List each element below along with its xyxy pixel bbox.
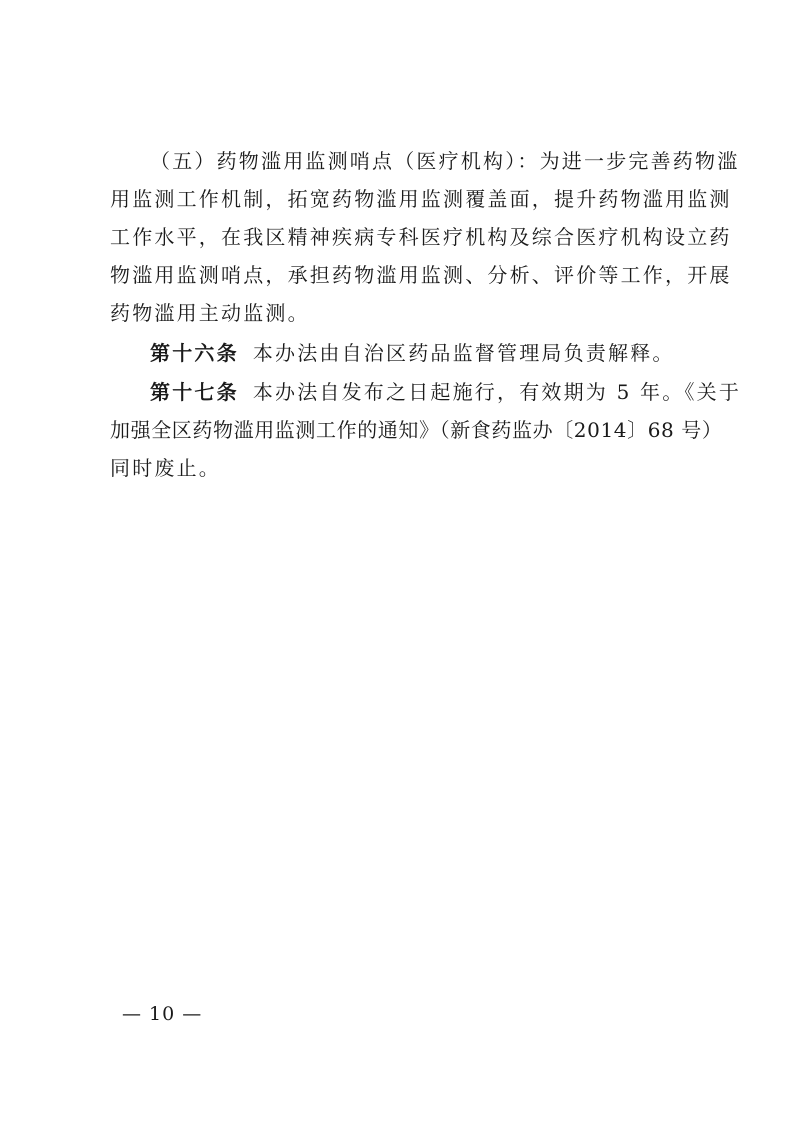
article-17-line-3: 同时废止。 [110, 456, 221, 480]
article-17-text-1: 本办法自发布之日起施行，有效期为 5 年。《关于 [252, 380, 742, 404]
article-17-line-1 [150, 379, 742, 405]
article-17-line-2: 加强全区药物滥用监测工作的通知》（新食药监办〔2014〕68 号） [110, 418, 723, 442]
paragraph-5-line-5: 药物滥用主动监测。 [110, 301, 310, 325]
page-number: — 10 — [122, 1003, 203, 1025]
article-16 [150, 340, 700, 366]
paragraph-5-line-4: 物滥用监测哨点，承担药物滥用监测、分析、评价等工作，开展 [110, 263, 732, 287]
paragraph-5-line-2: 用监测工作机制，拓宽药物滥用监测覆盖面，提升药物滥用监测 [110, 187, 732, 211]
article-16-text: 本办法由自治区药品监督管理局负责解释。 [252, 341, 675, 365]
article-17-label: 第十七条 [150, 380, 239, 404]
paragraph-5-line-1: （五）药物滥用监测哨点（医疗机构）：为进一步完善药物滥 [150, 149, 740, 173]
paragraph-5-line-3: 工作水平，在我区精神疾病专科医疗机构及综合医疗机构设立药 [110, 225, 732, 249]
article-16-label: 第十六条 [150, 341, 239, 365]
